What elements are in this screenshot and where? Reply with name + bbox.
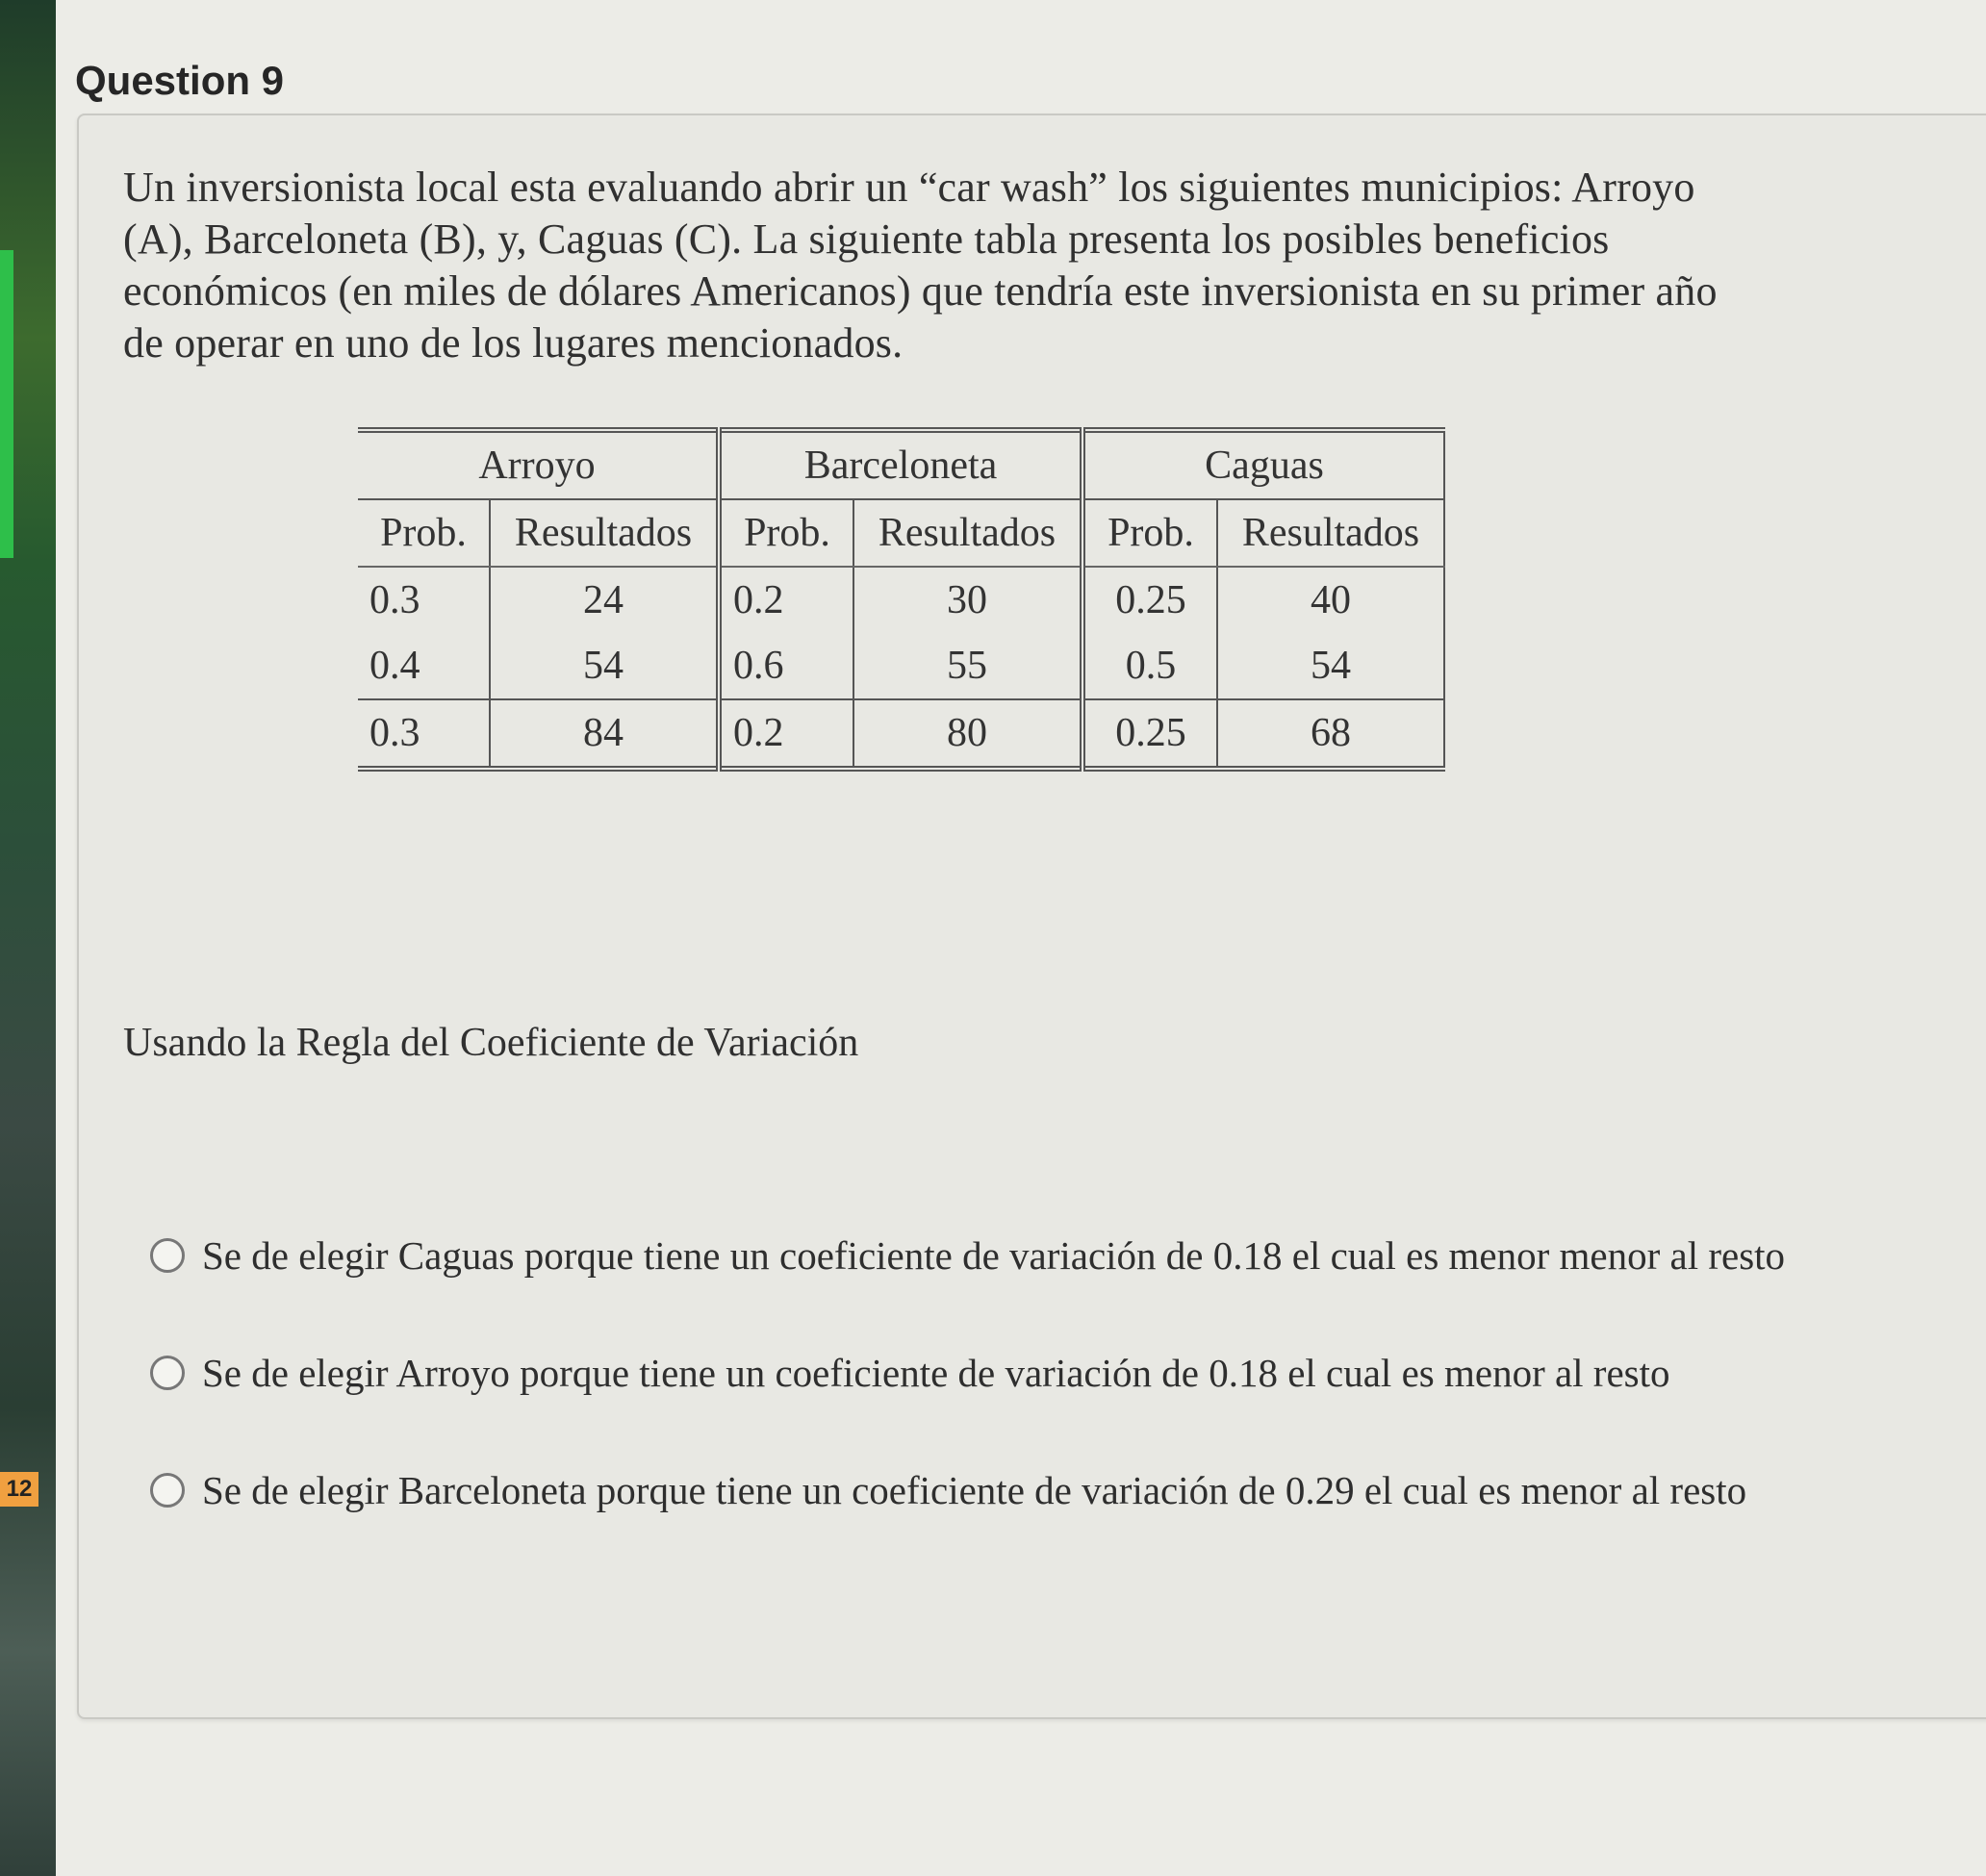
table-cell: 55 <box>853 633 1082 699</box>
table-cell: 24 <box>490 567 719 633</box>
background-window-accent <box>0 250 13 558</box>
table-cell: 54 <box>1217 633 1444 699</box>
benefits-table <box>358 427 1445 772</box>
table-cell: 68 <box>1217 699 1444 769</box>
table-cell: 0.2 <box>719 699 853 769</box>
answer-option-label: Se de elegir Caguas porque tiene un coeficiente de variación de 0.18 el cual es menor menor al resto <box>202 1233 1786 1278</box>
problem-text: Un inversionista local esta evaluando abrir un “car wash” los siguientes municipios: Arroyo (A), Barceloneta (B), y, Caguas (C). La siguiente tabla presenta los posibles beneficios económicos (en miles de dólares Americanos) que tendría este inversionista en su primer año de operar en uno de los lugares mencionados. <box>123 164 1718 367</box>
question-title: Question 9 <box>75 58 285 103</box>
table-row <box>358 699 1444 769</box>
group-header-caguas: Caguas <box>1082 430 1444 499</box>
table-cell: 0.3 <box>358 699 490 769</box>
radio-button[interactable] <box>150 1238 185 1273</box>
table-cell: 0.25 <box>1082 567 1217 633</box>
answer-option-caguas[interactable] <box>150 1227 1785 1284</box>
answer-option-arroyo[interactable] <box>150 1344 1785 1402</box>
subheader-prob: Prob. <box>719 499 853 567</box>
problem-statement <box>123 162 1759 369</box>
instruction-text: Usando la Regla del Coeficiente de Variación <box>123 1021 859 1065</box>
table-cell: 0.2 <box>719 567 853 633</box>
subheader-prob: Prob. <box>358 499 490 567</box>
table-cell: 30 <box>853 567 1082 633</box>
table-row <box>358 633 1444 699</box>
quiz-page <box>56 0 1986 1876</box>
group-header-arroyo: Arroyo <box>358 430 719 499</box>
table-cell: 0.25 <box>1082 699 1217 769</box>
table-group-header-row <box>358 430 1444 499</box>
table-cell: 40 <box>1217 567 1444 633</box>
background-window-tag: 12 <box>0 1472 38 1507</box>
radio-button[interactable] <box>150 1356 185 1390</box>
answer-option-barceloneta[interactable] <box>150 1461 1785 1519</box>
table-cell: 84 <box>490 699 719 769</box>
subheader-resultados: Resultados <box>490 499 719 567</box>
table-cell: 0.5 <box>1082 633 1217 699</box>
table-subheader-row <box>358 499 1444 567</box>
table-cell: 0.4 <box>358 633 490 699</box>
subheader-resultados: Resultados <box>853 499 1082 567</box>
answer-option-label: Se de elegir Barceloneta porque tiene un coeficiente de variación de 0.29 el cual es menor al resto <box>202 1468 1747 1512</box>
group-header-barceloneta: Barceloneta <box>719 430 1082 499</box>
subheader-resultados: Resultados <box>1217 499 1444 567</box>
table-row <box>358 567 1444 633</box>
answer-options <box>150 1227 1785 1579</box>
table-cell: 0.3 <box>358 567 490 633</box>
answer-option-label: Se de elegir Arroyo porque tiene un coeficiente de variación de 0.18 el cual es menor al resto <box>202 1351 1670 1395</box>
table-cell: 54 <box>490 633 719 699</box>
table-cell: 0.6 <box>719 633 853 699</box>
subheader-prob: Prob. <box>1082 499 1217 567</box>
background-window-strip <box>0 0 56 1876</box>
table-cell: 80 <box>853 699 1082 769</box>
radio-button[interactable] <box>150 1473 185 1508</box>
